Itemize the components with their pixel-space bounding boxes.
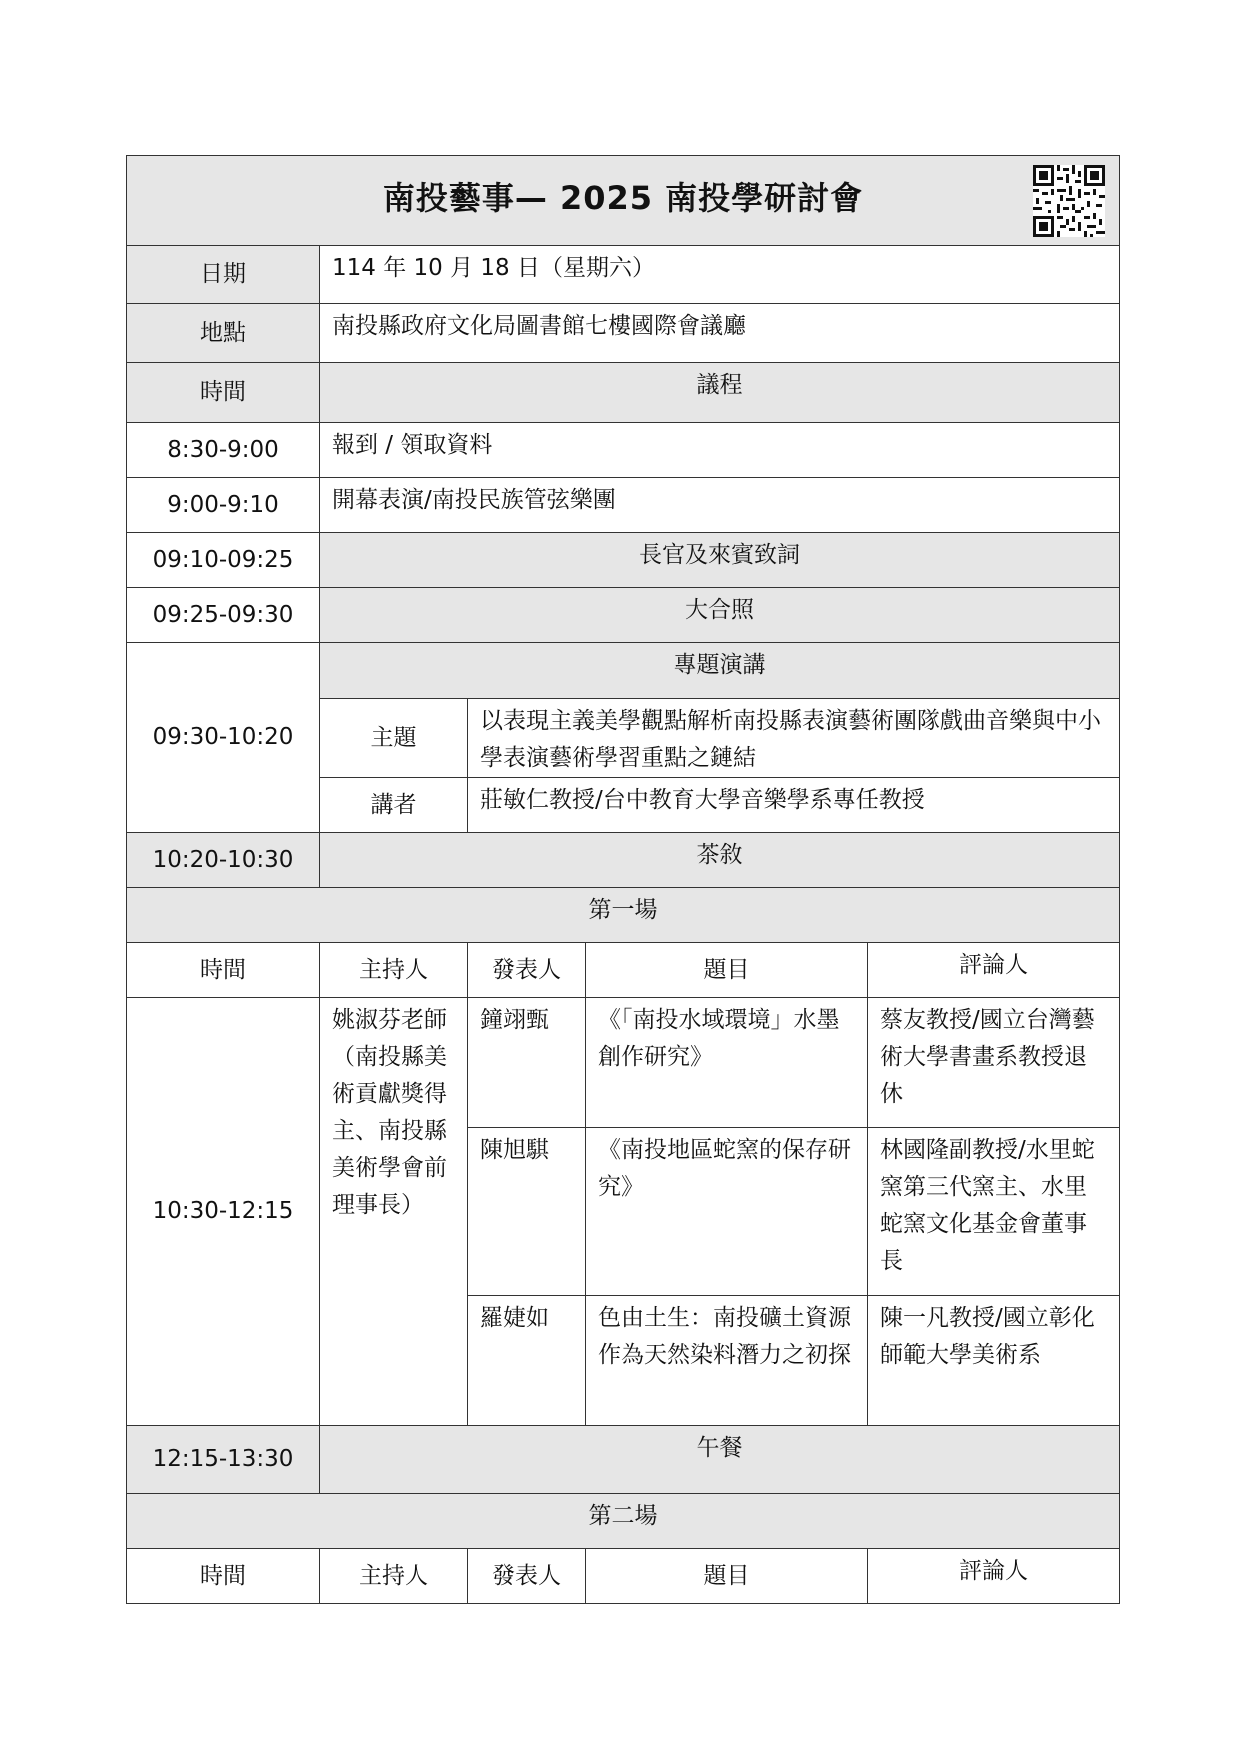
keynote-heading: 專題演講: [320, 643, 1120, 699]
column-header-topic: 題目: [586, 1549, 868, 1604]
commentator-name: 蔡友教授/國立台灣藝術大學書畫系教授退休: [868, 998, 1120, 1128]
agenda-header: 議程: [320, 363, 1120, 423]
time-cell: 09:10-09:25: [127, 533, 320, 588]
agenda-item: 大合照: [320, 588, 1120, 643]
agenda-table: [126, 155, 1120, 1604]
date-value: 114 年 10 月 18 日（星期六）: [320, 246, 1120, 304]
page-title: 南投藝事— 2025 南投學研討會: [382, 179, 864, 217]
time-cell: 8:30-9:00: [127, 423, 320, 478]
keynote-time: 09:30-10:20: [127, 643, 320, 833]
date-label: 日期: [127, 246, 320, 304]
presenter-name: 鐘翊甄: [468, 998, 586, 1128]
title-cell: [127, 156, 1120, 246]
keynote-speaker: 莊敏仁教授/台中教育大學音樂學系專任教授: [468, 778, 1120, 833]
column-header-topic: 題目: [586, 943, 868, 998]
session1-title: 第一場: [127, 888, 1120, 943]
agenda-item: 長官及來賓致詞: [320, 533, 1120, 588]
time-cell: 12:15-13:30: [127, 1426, 320, 1494]
presenter-name: 陳旭騏: [468, 1128, 586, 1296]
place-value: 南投縣政府文化局圖書館七樓國際會議廳: [320, 304, 1120, 363]
keynote-topic: 以表現主義美學觀點解析南投縣表演藝術團隊戲曲音樂與中小學表演藝術學習重點之鏈結: [468, 699, 1120, 778]
place-label: 地點: [127, 304, 320, 363]
column-header-time: 時間: [127, 943, 320, 998]
time-header: 時間: [127, 363, 320, 423]
agenda-item: 報到 / 領取資料: [320, 423, 1120, 478]
agenda-item: 午餐: [320, 1426, 1120, 1494]
commentator-name: 陳一凡教授/國立彰化師範大學美術系: [868, 1296, 1120, 1426]
session1-host: 姚淑芬老師（南投縣美術貢獻獎得主、南投縣美術學會前理事長）: [320, 998, 468, 1426]
qr-code-icon: [1033, 165, 1105, 237]
column-header-time: 時間: [127, 1549, 320, 1604]
agenda-item: 開幕表演/南投民族管弦樂團: [320, 478, 1120, 533]
column-header-presenter: 發表人: [468, 1549, 586, 1604]
time-cell: 10:20-10:30: [127, 833, 320, 888]
column-header-commentator: 評論人: [868, 943, 1120, 998]
column-header-host: 主持人: [320, 943, 468, 998]
time-cell: 9:00-9:10: [127, 478, 320, 533]
paper-title: 《南投地區蛇窯的保存研究》: [586, 1128, 868, 1296]
column-header-commentator: 評論人: [868, 1549, 1120, 1604]
column-header-host: 主持人: [320, 1549, 468, 1604]
presenter-name: 羅婕如: [468, 1296, 586, 1426]
agenda-item: 茶敘: [320, 833, 1120, 888]
session1-time: 10:30-12:15: [127, 998, 320, 1426]
commentator-name: 林國隆副教授/水里蛇窯第三代窯主、水里蛇窯文化基金會董事長: [868, 1128, 1120, 1296]
column-header-presenter: 發表人: [468, 943, 586, 998]
keynote-topic-label: 主題: [320, 699, 468, 778]
session2-title: 第二場: [127, 1494, 1120, 1549]
paper-title: 《「南投水域環境」水墨創作研究》: [586, 998, 868, 1128]
time-cell: 09:25-09:30: [127, 588, 320, 643]
keynote-speaker-label: 講者: [320, 778, 468, 833]
paper-title: 色由土生：南投礦土資源作為天然染料潛力之初探: [586, 1296, 868, 1426]
